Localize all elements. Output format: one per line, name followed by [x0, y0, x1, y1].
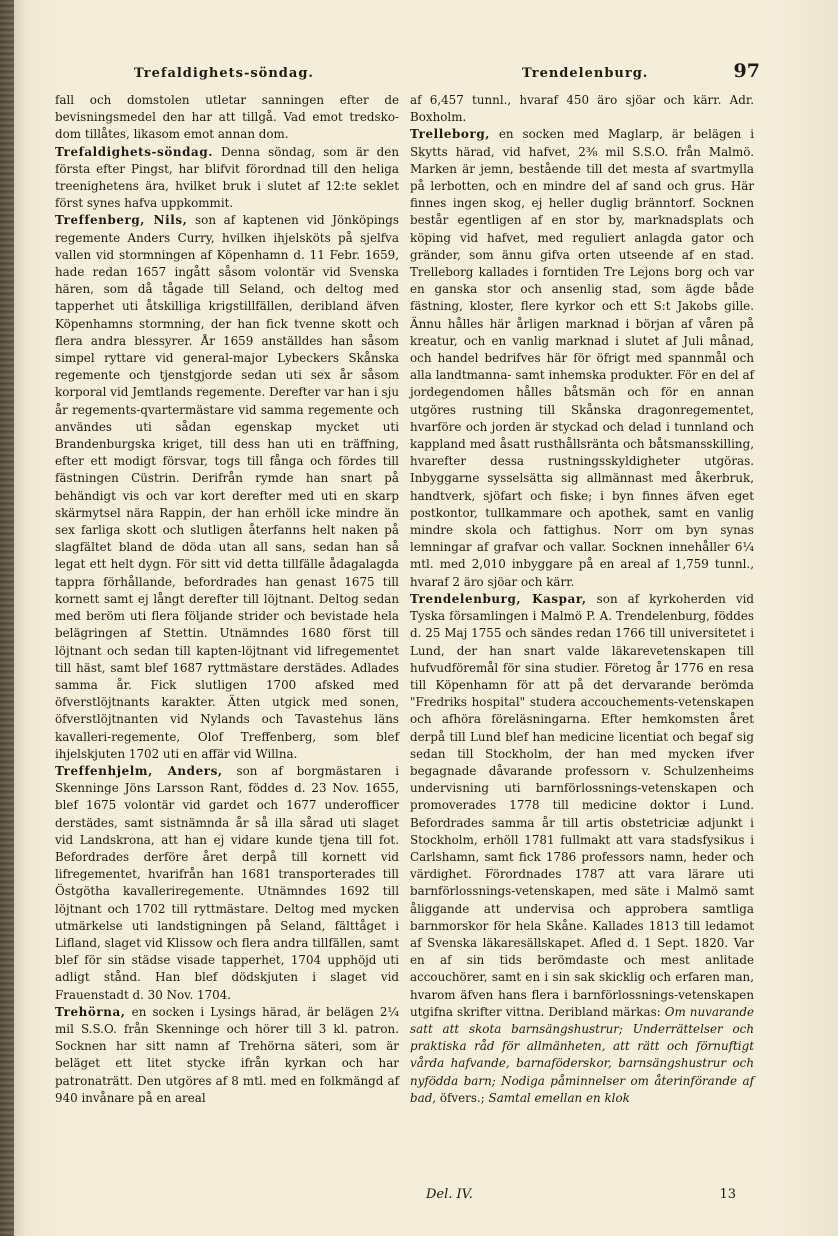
page-number: 97 [733, 60, 760, 82]
entry-paragraph [410, 92, 754, 126]
signature-mark: Del. IV. [426, 1187, 473, 1202]
entry-text: Denna söndag, som är den första efter Pingst, har blifvit förordnad till den heliga treenighetens ära, hvilket bruk i slutet af 12:te seklet först synes hafva uppkommit. [55, 144, 399, 211]
page-footer [426, 1187, 736, 1207]
entry-paragraph [410, 591, 754, 1107]
entry-text: son af borgmästaren i Skenninge Jöns Larsson Rant, föddes d. 23 Nov. 1655, blef 1675 volontär vid gardet och 1677 underofficer derstädes, samt sistnämnda år så illa sårad uti slaget vid Landskrona, att han ej vidare kunde tjena till fot. Befordrades derföre året derpå till kornett vid lifregementet, hvarifrån han 1681 transporterades till Östgötha kavalleriregemente. Utnämndes 1692 till löjtnant och 1702 till ryttmästare. Deltog med mycken utmärkelse uti landstigningen på Seland, fälttåget i Lifland, slaget vid Klissow och flera andra tillfällen, samt blef för sin städse visade tapperhet, 1704 upphöjd uti adligt stånd. Han blef dödskjuten i slaget vid Frauenstadt d. 30 Nov. 1704. [55, 763, 399, 1002]
entry-paragraph [55, 1004, 399, 1107]
entry-headword: Treffenhjelm, Anders, [55, 763, 223, 778]
header-left-title: Trefaldighets-söndag. [134, 66, 314, 81]
entry-paragraph [55, 92, 399, 144]
folio-number: 13 [719, 1187, 736, 1202]
entry-text: en socken i Lysings härad, är belägen 2¼ mil S.S.O. från Skenninge och hörer till 3 kl. patron. Socknen har sitt namn af Trehörna säteri, som är beläget ett litet stycke ifrån kyrkan och har patronaträtt. Den utgöres af 8 mtl. med en folkmängd af 940 invånare på en areal [55, 1004, 399, 1105]
right-column [410, 92, 754, 1107]
entry-headword: Trehörna, [55, 1004, 126, 1019]
book-titles: Samtal emellan en klok [484, 1090, 630, 1105]
entry-text: af 6,457 tunnl., hvaraf 450 äro sjöar och kärr. Adr. Boxholm. [410, 93, 754, 125]
entry-paragraph [55, 144, 399, 213]
entry-paragraph [55, 763, 399, 1004]
entry-paragraph [410, 126, 754, 590]
header-right-title: Trendelenburg. [522, 66, 649, 81]
entry-text: öfvers.; [436, 1090, 485, 1105]
left-column [55, 92, 399, 1107]
book-titles: Om nuvarande satt att skota barnsängshustrur; Underrättelser och praktiska råd för allmänheten, att rätt och förnuftigt vårda hafvande, barnaföderskor, barnsängshustrur och nyfödda barn; Nodiga påminnelser om återinförande af bad, [410, 1004, 754, 1105]
entry-headword: Trendelenburg, Kaspar, [410, 591, 587, 606]
entry-text: son af kaptenen vid Jönköpings regemente Anders Curry, hvilken ihjelsköts på sjelfva vallen vid stormningen af Köpenhamn d. 11 Febr. 1659, hade redan 1657 ingått såsom volontär vid Svenska hären, som då tågade till Seland, och deltog med tapperhet uti åtskilliga krigstillfällen, deribland äfven Köpenhamns stormning, der han fick tvenne skott och flera andra blessyrer. År 1659 anställdes han såsom simpel ryttare vid general-major Lybeckers Skånska regemente och tjenstgjorde sedan uti sex år såsom korporal vid Jemtlands regemente. Derefter var han i sju år regements-qvartermästare vid samma regemente och användes uti sådan egenskap mycket uti Brandenburgska kriget, till dess han uti en träffning, efter ett modigt försvar, togs till fånga och fördes till fästningen Cüstrin. Derifrån rymde han snart på behändigt vis och var kort derefter med uti en skarp skärmytsel nära Rappin, der han erhöll icke mindre än sex farliga skott och slutligen återfanns helt naken på slagfältet bland de döda utan all sans, sedan han så legat ett helt dygn. För sitt vid detta tillfälle ådagalagda tappra förhållande, befordrades han genast 1675 till kornett samt ej långt derefter till löjtnant. Deltog sedan med beröm uti flera följande strider och bevistade hela belägringen af Stettin. Utnämndes 1680 först till löjtnant och sedan till kapten-löjtnant vid lifregementet till häst, samt blef 1687 ryttmästare derstädes. Adlades samma år. Fick slutligen 1700 afsked med öfverstlöjtnants karakter. Ätten utgick med sonen, öfverstlöjtnanten vid Nylands och Tavastehus läns kavalleri-regemente, Olof Treffenberg, som blef ihjelskjuten 1702 uti en affär vid Willna. [55, 213, 400, 761]
entry-headword: Trelleborg, [410, 127, 490, 142]
entry-paragraph [55, 212, 399, 763]
entry-headword: Treffenberg, Nils, [55, 213, 188, 228]
entry-text: en socken med Maglarp, är belägen i Skytts härad, vid hafvet, 2⅜ mil S.S.O. från Malmö. Marken är jemn, bestående till det mesta af svartmylla på lerbotten, och en mindre del af sand och grus. Här finnes ingen skog, ej heller duglig bränntorf. Socknen består egentligen af en stor by, marknadsplats och köping vid hafvet, med reguliert anlagda gator och gränder, som ännu gifva orten utseende af en stad. Trelleborg kallades i forntiden Tre Lejons borg och var en ganska stor och ansenlig stad, som ägde både fästning, kloster, flere kyrkor och ett S:t Jakobs gille. Ännu hålles här årligen marknad i början af våren på kreatur, och en vanlig marknad i slutet af Juli månad, och handel bedrifves här för öfrigt med spannmål och alla landtmanna- samt inhemska produkter. För en del af jordegendomen hålles båtsmän och för en annan utgöres rustning till Skånska dragonregementet, hvarföre och jorden är styckad och delad i tunnland och kappland med åsatt rusthållsränta och båtsmansskilling, hvarefter dessa rustningsskyldigheter utgöras. Inbyggarne sysselsätta sig allmännast med åkerbruk, handtverk, sjöfart och fiske; i byn finnes äfven eget postkontor, tullkammare och apothek, samt en vanlig mindre skola och fattighus. Norr om byn synas lemningar af grafvar och vallar. Socknen innehåller 6¼ mtl. med 2,010 inbyggare på en areal af 1,759 tunnl., hvaraf 2 äro sjöar och kärr. [410, 127, 754, 589]
entry-headword: Trefaldighets-söndag. [55, 144, 213, 159]
book-binding-edge [0, 0, 14, 1236]
entry-text: fall och domstolen utletar sanningen efter de bevisningsmedel den har att tillgå. Vad emot tredsko-dom tillåtes, likasom emot annan dom. [55, 93, 399, 142]
running-header [52, 60, 786, 86]
entry-text: son af kyrkoherden vid Tyska församlingen i Malmö P. A. Trendelenburg, föddes d. 25 Maj 1755 och sändes redan 1766 till universitetet i Lund, der han snart valde läkarevetenskapen till hufvudföremål för sina studier. Företog år 1776 en resa till Köpenhamn för att på det dervarande berömda "Fredriks hospital" studera accouchements-vetenskapen och afhöra föreläsningarna. Efter hemkomsten året derpå till Lund blef han medicine licentiat och begaf sig sedan till Stockholm, der han med mycken ifver begagnade dåvarande professorn v. Schulzenheims undervisning uti barnförlossnings-vetenskapen och promoverades 1778 till medicine doktor i Lund. Befordrades samma år till artis obstetriciæ adjunkt i Stockholm, erhöll 1781 fullmakt att vara stadsfysikus i Carlshamn, samt fick 1786 professors namn, heder och värdighet. Förordnades 1787 att vara lärare uti barnförlossnings-vetenskapen, med säte i Malmö samt åliggande att undervisa och approbera samtliga barnmorskor för hela Skåne. Kallades 1813 till ledamot af Svenska läkaresällskapet. Afled d. 1 Sept. 1820. Var en af sin tids berömdaste och mest anlitade accouchörer, samt en i sin sak skicklig och erfaren man, hvarom äfven hans flera i barnförlossnings-vetenskapen utgifna skrifter vittna. Deribland märkas: [410, 591, 754, 1019]
